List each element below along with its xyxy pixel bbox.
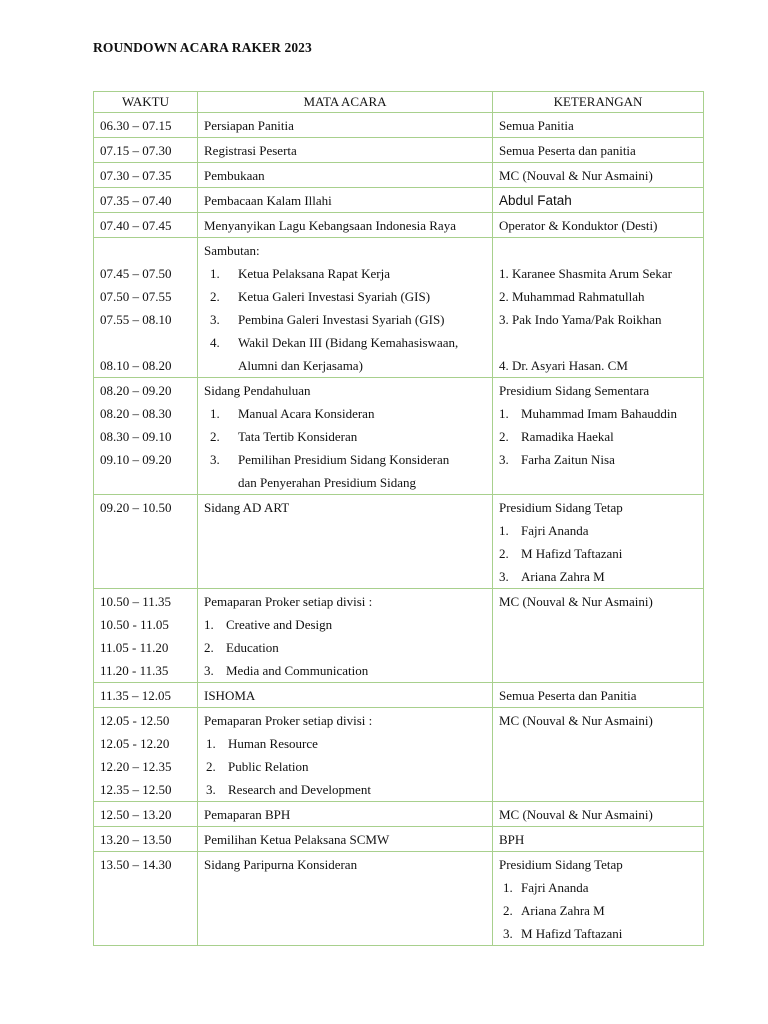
cell-acara: Sidang AD ART: [204, 500, 290, 515]
cell-waktu: 12.35 – 12.50: [100, 782, 172, 797]
table-row: [94, 113, 704, 138]
cell-waktu: 07.15 – 07.30: [100, 143, 172, 158]
cell-waktu: 13.50 – 14.30: [100, 857, 172, 872]
cell-waktu: 07.50 – 07.55: [100, 289, 172, 304]
table-row: [94, 708, 704, 802]
cell-waktu: 07.35 – 07.40: [100, 193, 172, 208]
cell-keterangan: MC (Nouval & Nur Asmaini): [499, 807, 653, 822]
cell-keterangan: Operator & Konduktor (Desti): [499, 218, 658, 233]
cell-waktu: 13.20 – 13.50: [100, 832, 172, 847]
table-row: [94, 495, 704, 589]
cell-keterangan-head: Presidium Sidang Sementara: [499, 383, 650, 398]
list-item: 1. Muhammad Imam Bahauddin: [499, 406, 677, 421]
cell-keterangan: Semua Panitia: [499, 118, 574, 133]
cell-waktu: 10.50 – 11.35: [100, 594, 172, 609]
cell-acara: Sidang Paripurna Konsideran: [204, 857, 358, 872]
cell-acara: Pembacaan Kalam Illahi: [204, 193, 332, 208]
list-item: 2. Ramadika Haekal: [499, 429, 614, 444]
table-row: [94, 238, 704, 378]
list-item: 2. Tata Tertib Konsideran: [210, 429, 358, 444]
cell-waktu: 09.10 – 09.20: [100, 452, 172, 467]
cell-acara-head: Sambutan:: [204, 243, 260, 258]
cell-waktu: 12.05 - 12.20: [100, 736, 170, 751]
cell-keterangan: BPH: [499, 832, 525, 847]
cell-waktu: 08.20 – 09.20: [100, 383, 172, 398]
header-waktu: WAKTU: [94, 92, 198, 113]
cell-waktu: 07.55 – 08.10: [100, 312, 172, 327]
table-row: [94, 802, 704, 827]
list-item: 2. Public Relation: [206, 759, 309, 774]
list-item: 1. Fajri Ananda: [499, 523, 589, 538]
list-item: 3. Pembina Galeri Investasi Syariah (GIS): [210, 312, 445, 327]
table-row: [94, 827, 704, 852]
cell-acara: Registrasi Peserta: [204, 143, 297, 158]
rundown-table: [93, 91, 704, 946]
cell-keterangan-head: Presidium Sidang Tetap: [499, 857, 623, 872]
cell-waktu: 09.20 – 10.50: [100, 500, 172, 515]
list-item: 3. Farha Zaitun Nisa: [499, 452, 615, 467]
cell-waktu: 12.20 – 12.35: [100, 759, 172, 774]
cell-waktu: 12.50 – 13.20: [100, 807, 172, 822]
cell-acara: Pembukaan: [204, 168, 265, 183]
table-row: [94, 589, 704, 683]
cell-acara: Pemilihan Ketua Pelaksana SCMW: [204, 832, 390, 847]
cell-keterangan: MC (Nouval & Nur Asmaini): [499, 713, 653, 728]
cell-keterangan: 4. Dr. Asyari Hasan. CM: [499, 358, 628, 373]
cell-waktu: 06.30 – 07.15: [100, 118, 172, 133]
cell-keterangan: 1. Karanee Shasmita Arum Sekar: [499, 266, 672, 281]
list-item: 3. Research and Development: [206, 782, 371, 797]
table-row: [94, 163, 704, 188]
list-item: 3. Media and Communication: [204, 663, 369, 678]
list-item: 2. Education: [204, 640, 279, 655]
cell-waktu: 07.40 – 07.45: [100, 218, 172, 233]
cell-acara-head: Pemaparan Proker setiap divisi :: [204, 713, 373, 728]
cell-acara: Menyanyikan Lagu Kebangsaan Indonesia Raya: [204, 218, 456, 233]
cell-acara: Pemaparan BPH: [204, 807, 291, 822]
cell-waktu: 11.05 - 11.20: [100, 640, 169, 655]
cell-waktu: 08.30 – 09.10: [100, 429, 172, 444]
table-row: [94, 213, 704, 238]
list-item-continued: Alumni dan Kerjasama): [238, 358, 363, 373]
list-item: 1. Human Resource: [206, 736, 318, 751]
table-row: [94, 683, 704, 708]
table-row: [94, 188, 704, 213]
cell-waktu: 07.45 – 07.50: [100, 266, 172, 281]
table-row: [94, 852, 704, 946]
cell-keterangan: MC (Nouval & Nur Asmaini): [499, 594, 653, 609]
cell-keterangan: MC (Nouval & Nur Asmaini): [499, 168, 653, 183]
list-item: 2. Ariana Zahra M: [503, 903, 605, 918]
list-item: 1. Fajri Ananda: [503, 880, 589, 895]
table-header-row: [94, 92, 704, 113]
cell-keterangan: 2. Muhammad Rahmatullah: [499, 289, 645, 304]
cell-keterangan-head: Presidium Sidang Tetap: [499, 500, 623, 515]
list-item: 1. Ketua Pelaksana Rapat Kerja: [210, 266, 390, 281]
header-keterangan: KETERANGAN: [493, 92, 704, 113]
cell-keterangan: Abdul Fatah: [499, 193, 572, 208]
list-item: 1. Creative and Design: [204, 617, 333, 632]
cell-waktu: 07.30 – 07.35: [100, 168, 172, 183]
cell-waktu: 11.20 - 11.35: [100, 663, 169, 678]
cell-waktu: 08.20 – 08.30: [100, 406, 172, 421]
cell-waktu: 10.50 - 11.05: [100, 617, 169, 632]
header-mata-acara: MATA ACARA: [198, 92, 493, 113]
list-item: 4. Wakil Dekan III (Bidang Kemahasiswaan,: [210, 335, 459, 350]
cell-acara-head: Pemaparan Proker setiap divisi :: [204, 594, 373, 609]
cell-waktu: 08.10 – 08.20: [100, 358, 172, 373]
list-item: 3. Ariana Zahra M: [499, 569, 605, 584]
list-item: 2. M Hafizd Taftazani: [499, 546, 623, 561]
list-item-continued: dan Penyerahan Presidium Sidang: [238, 475, 416, 490]
cell-acara: Persiapan Panitia: [204, 118, 294, 133]
cell-waktu: 12.05 - 12.50: [100, 713, 170, 728]
table-row: [94, 378, 704, 495]
cell-acara: ISHOMA: [204, 688, 256, 703]
cell-waktu: 11.35 – 12.05: [100, 688, 172, 703]
cell-acara-head: Sidang Pendahuluan: [204, 383, 311, 398]
list-item: 3. Pemilihan Presidium Sidang Konsideran: [210, 452, 450, 467]
table-row: [94, 138, 704, 163]
cell-keterangan: 3. Pak Indo Yama/Pak Roikhan: [499, 312, 662, 327]
cell-keterangan: Semua Peserta dan panitia: [499, 143, 636, 158]
list-item: 3. M Hafizd Taftazani: [503, 926, 623, 941]
list-item: 1. Manual Acara Konsideran: [210, 406, 375, 421]
cell-keterangan: Semua Peserta dan Panitia: [499, 688, 637, 703]
list-item: 2. Ketua Galeri Investasi Syariah (GIS): [210, 289, 431, 304]
page-title: ROUNDOWN ACARA RAKER 2023: [93, 40, 312, 55]
